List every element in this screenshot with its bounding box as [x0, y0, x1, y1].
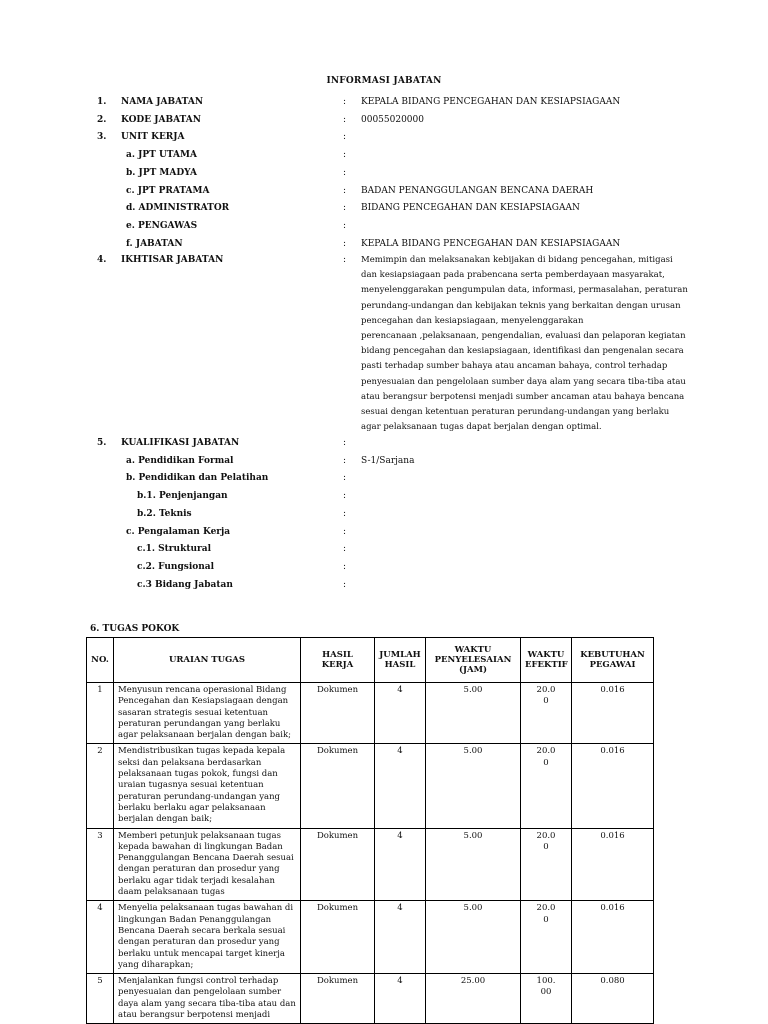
cell-no: 3 — [87, 828, 114, 901]
table-header-row — [87, 638, 654, 683]
field-colon: : — [343, 544, 347, 555]
field-label: KODE JABATAN — [121, 114, 201, 125]
field-colon: : — [343, 455, 347, 466]
cell-kebutuhan-pegawai: 0.016 — [572, 683, 654, 744]
field-label: c.1. Struktural — [137, 544, 212, 555]
cell-hasil-kerja: Dokumen — [301, 828, 375, 901]
cell-jumlah-hasil: 4 — [375, 901, 426, 974]
ikhtisar-text-line: sesuai dengan ketentuan peraturan perundang-undangan yang berlaku — [361, 407, 670, 417]
field-colon: : — [343, 132, 347, 143]
field-label: NAMA JABATAN — [121, 97, 204, 107]
field-label: c. Pengalaman Kerja — [126, 526, 231, 537]
cell-jumlah-hasil: 4 — [375, 828, 426, 901]
cell-uraian-tugas: Menyusun rencana operasional Bidang Pencegahan dan Kesiapsiagaan dengan sasaran strategis sesuai ketentuan peraturan perundangan yang berlaku agar pelaksanaan berjalan dengan baik; — [114, 683, 301, 744]
field-colon: : — [343, 238, 347, 249]
field-colon: : — [343, 579, 347, 590]
field-label: b. JPT MADYA — [126, 167, 197, 178]
field-colon: : — [343, 473, 347, 484]
cell-no: 5 — [87, 974, 114, 1024]
cell-no: 2 — [87, 744, 114, 828]
table-row — [87, 974, 654, 1024]
field-label: a. Pendidikan Formal — [126, 455, 234, 466]
cell-waktu-penyelesaian: 5.00 — [426, 683, 521, 744]
header-uraian-tugas: URAIAN TUGAS — [114, 638, 301, 683]
cell-kebutuhan-pegawai: 0.016 — [572, 744, 654, 828]
field-label: c. JPT PRATAMA — [126, 185, 210, 196]
field-colon: : — [343, 438, 347, 448]
ikhtisar-text-line: menyelenggarakan pengumpulan data, informasi, permasalahan, peraturan — [361, 285, 688, 296]
cell-jumlah-hasil: 4 — [375, 683, 426, 744]
cell-hasil-kerja: Dokumen — [301, 974, 375, 1024]
ikhtisar-text-line: perundang-undangan dan kebijakan teknis yang berkaitan dengan urusan — [361, 300, 681, 311]
field-value: BIDANG PENCEGAHAN DAN KESIAPSIAGAAN — [361, 203, 580, 214]
cell-jumlah-hasil: 4 — [375, 744, 426, 828]
field-value: BADAN PENANGGULANGAN BENCANA DAERAH — [361, 185, 594, 196]
ikhtisar-text-line: pasti terhadap sumber bahaya atau ancaman bahaya, control terhadap — [361, 361, 668, 372]
ikhtisar-text-line: atau berangsur berpotensi menjadi sumber ancaman atau bahaya bencana — [361, 391, 685, 402]
cell-waktu-penyelesaian: 25.00 — [426, 974, 521, 1024]
cell-uraian-tugas: Mendistribusikan tugas kepada kepala seksi dan pelaksana berdasarkan pelaksanaan tugas pokok, fungsi dan uraian tugasnya sesuai ketentuan peraturan perundang-undangan yang berlaku berlaku agar pelaksanaan berjalan dengan baik; — [114, 744, 301, 828]
header-waktu-efektif: WAKTU EFEKTIF — [521, 638, 572, 683]
cell-hasil-kerja: Dokumen — [301, 744, 375, 828]
field-colon: : — [343, 561, 347, 572]
field-value: 00055020000 — [361, 114, 424, 125]
ikhtisar-text-line: penyesuaian dan pengelolaan sumber daya alam yang secara tiba-tiba atau — [361, 376, 686, 387]
cell-waktu-efektif: 20.0 0 — [521, 901, 572, 974]
field-value: KEPALA BIDANG PENCEGAHAN DAN KESIAPSIAGAAN — [361, 238, 621, 249]
cell-waktu-efektif: 20.0 0 — [521, 683, 572, 744]
ikhtisar-text-line: agar pelaksanaan tugas dapat berjalan dengan optimal. — [361, 422, 602, 433]
header-waktu-penyelesaian: WAKTU PENYELESAIAN (JAM) — [426, 638, 521, 683]
field-label: a. JPT UTAMA — [126, 150, 197, 161]
ikhtisar-text-line: bidang pencegahan dan kesiapsiagaan, identifikasi dan pengenalan secara — [361, 346, 684, 357]
field-number: 3. — [97, 132, 107, 143]
field-colon: : — [343, 97, 347, 107]
field-colon: : — [343, 114, 347, 125]
field-label: b.2. Teknis — [137, 508, 192, 519]
cell-waktu-penyelesaian: 5.00 — [426, 744, 521, 828]
header-jumlah-hasil: JUMLAH HASIL — [375, 638, 426, 683]
header-no: NO. — [87, 638, 114, 683]
table-row — [87, 744, 654, 828]
field-number: 5. — [97, 438, 107, 448]
field-label: c.2. Fungsional — [137, 561, 215, 572]
field-label: b. Pendidikan dan Pelatihan — [126, 473, 269, 484]
cell-waktu-efektif: 100. 00 — [521, 974, 572, 1024]
field-number: 4. — [97, 255, 107, 265]
cell-uraian-tugas: Menjalankan fungsi control terhadap penyesuaian dan pengelolaan sumber daya alam yang secara tiba-tiba atau dan atau berangsur berpotensi menjadi — [114, 974, 301, 1024]
field-label: e. PENGAWAS — [126, 220, 198, 231]
section-tugas-pokok-title: 6. TUGAS POKOK — [90, 624, 180, 634]
cell-waktu-penyelesaian: 5.00 — [426, 828, 521, 901]
cell-hasil-kerja: Dokumen — [301, 683, 375, 744]
field-value: KEPALA BIDANG PENCEGAHAN DAN KESIAPSIAGAAN — [361, 97, 621, 107]
field-colon: : — [343, 508, 347, 519]
cell-kebutuhan-pegawai: 0.080 — [572, 974, 654, 1024]
cell-waktu-penyelesaian: 5.00 — [426, 901, 521, 974]
field-label: b.1. Penjenjangan — [137, 491, 228, 502]
field-colon: : — [343, 491, 347, 502]
cell-kebutuhan-pegawai: 0.016 — [572, 828, 654, 901]
header-kebutuhan-pegawai: KEBUTUHAN PEGAWAI — [572, 638, 654, 683]
field-colon: : — [343, 185, 347, 196]
table-row — [87, 683, 654, 744]
field-label: f. JABATAN — [126, 238, 183, 249]
field-colon: : — [343, 150, 347, 161]
field-colon: : — [343, 526, 347, 537]
field-value: S-1/Sarjana — [361, 455, 415, 466]
cell-jumlah-hasil: 4 — [375, 974, 426, 1024]
header-hasil-kerja: HASIL KERJA — [301, 638, 375, 683]
field-label: UNIT KERJA — [121, 132, 185, 143]
table-row — [87, 828, 654, 901]
cell-kebutuhan-pegawai: 0.016 — [572, 901, 654, 974]
cell-waktu-efektif: 20.0 0 — [521, 828, 572, 901]
document-title: INFORMASI JABATAN — [326, 76, 442, 86]
field-label: d. ADMINISTRATOR — [126, 203, 230, 214]
field-label: KUALIFIKASI JABATAN — [121, 438, 240, 448]
field-colon: : — [343, 167, 347, 178]
tugas-pokok-table — [86, 637, 654, 1024]
ikhtisar-text-line: pencegahan dan kesiapsiagaan, menyelenggarakan — [361, 315, 584, 326]
field-label: c.3 Bidang Jabatan — [137, 579, 233, 590]
cell-uraian-tugas: Memberi petunjuk pelaksanaan tugas kepada bawahan di lingkungan Badan Penanggulangan Bencana Daerah sesuai dengan peraturan dan prosedur yang berlaku agar tidak terjadi kesalahan daam pelaksanaan tugas — [114, 828, 301, 901]
cell-no: 4 — [87, 901, 114, 974]
field-colon: : — [343, 203, 347, 214]
ikhtisar-label: IKHTISAR JABATAN — [121, 255, 224, 265]
cell-waktu-efektif: 20.0 0 — [521, 744, 572, 828]
field-number: 1. — [97, 97, 107, 107]
table-row — [87, 901, 654, 974]
cell-no: 1 — [87, 683, 114, 744]
field-number: 2. — [97, 114, 107, 125]
cell-uraian-tugas: Menyelia pelaksanaan tugas bawahan di lingkungan Badan Penanggulangan Bencana Daerah secara berkala sesuai dengan peraturan dan prosedur yang berlaku untuk mencapai target kinerja yang diharapkan; — [114, 901, 301, 974]
field-colon: : — [343, 220, 347, 231]
ikhtisar-text-line: perencanaan ,pelaksanaan, pengendalian, evaluasi dan pelaporan kegiatan — [361, 331, 686, 341]
cell-hasil-kerja: Dokumen — [301, 901, 375, 974]
field-colon: : — [343, 255, 347, 265]
ikhtisar-text-line: dan kesiapsiagaan pada prabencana serta pemberdayaan masyarakat, — [361, 270, 665, 281]
ikhtisar-text-line: Memimpin dan melaksanakan kebijakan di bidang pencegahan, mitigasi — [361, 255, 673, 265]
